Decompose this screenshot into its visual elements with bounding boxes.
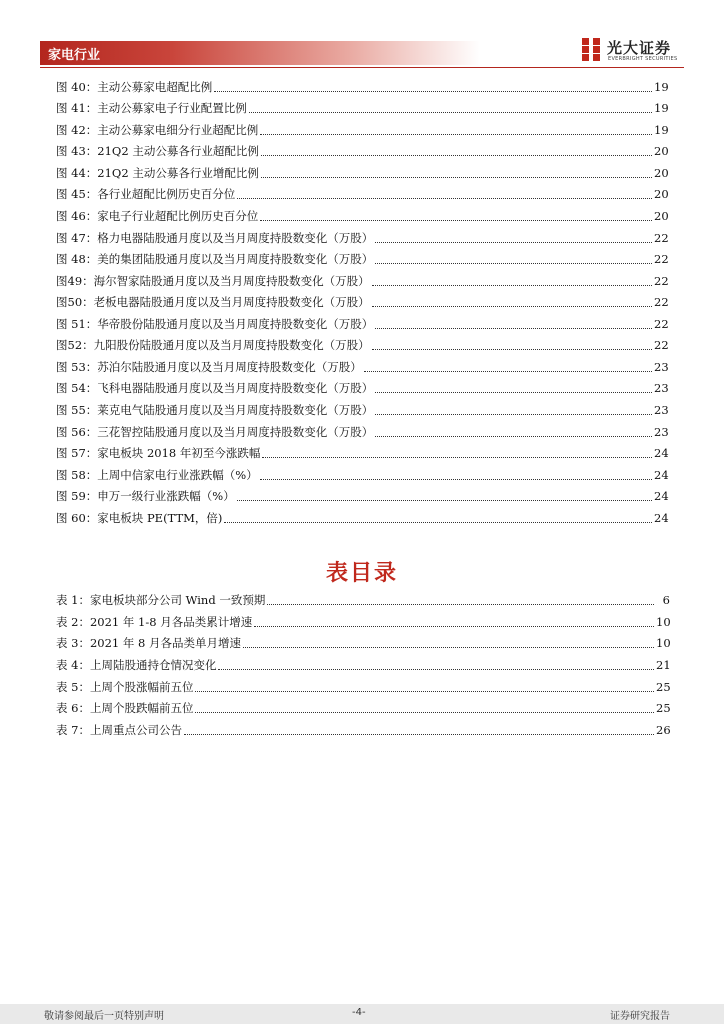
toc-entry-page: 19 xyxy=(654,80,669,94)
footer-report-type: 证券研究报告 xyxy=(610,1011,670,1022)
toc-entry-page: 10 xyxy=(656,615,671,629)
toc-entry[interactable] xyxy=(56,100,668,116)
toc-entry-label: 表 4：上周陆股通持仓情况变化 xyxy=(56,658,217,672)
toc-entry[interactable] xyxy=(56,679,670,695)
toc-entry[interactable] xyxy=(56,186,668,202)
toc-entry-label: 图 41：主动公募家电子行业配置比例 xyxy=(56,101,247,115)
toc-entry-page: 24 xyxy=(654,511,669,525)
toc-entry-label: 图 45：各行业超配比例历史百分位 xyxy=(56,187,236,201)
toc-entry[interactable] xyxy=(56,424,668,440)
leader-dots xyxy=(237,197,652,199)
leader-dots xyxy=(262,456,652,458)
toc-entry[interactable] xyxy=(56,143,668,159)
leader-dots xyxy=(372,284,652,286)
toc-entry-label: 图 60：家电板块 PE(TTM，倍) xyxy=(56,511,223,525)
toc-entry[interactable] xyxy=(56,592,670,608)
toc-entry-page: 23 xyxy=(654,360,669,374)
toc-entry[interactable] xyxy=(56,337,668,353)
toc-entry-label: 图 47：格力电器陆股通月度以及当月周度持股数变化（万股） xyxy=(56,231,374,245)
everbright-logo-icon xyxy=(580,37,602,63)
header-band xyxy=(40,41,480,65)
toc-entry-page: 23 xyxy=(654,425,669,439)
toc-entry-label: 图 44：21Q2 主动公募各行业增配比例 xyxy=(56,166,259,180)
toc-entry[interactable] xyxy=(56,273,668,289)
toc-entry[interactable] xyxy=(56,359,668,375)
toc-entry-page: 23 xyxy=(654,403,669,417)
leader-dots xyxy=(375,241,652,243)
toc-entry-page: 10 xyxy=(656,636,671,650)
toc-entry-page: 24 xyxy=(654,468,669,482)
toc-entry-page: 19 xyxy=(654,101,669,115)
toc-entry-page: 20 xyxy=(654,187,669,201)
toc-entry[interactable] xyxy=(56,380,668,396)
toc-entry-page: 21 xyxy=(656,658,671,672)
leader-dots xyxy=(254,625,654,627)
toc-entry-label: 图 48：美的集团陆股通月度以及当月周度持股数变化（万股） xyxy=(56,252,374,266)
leader-dots xyxy=(372,348,652,350)
toc-entry-page: 25 xyxy=(656,701,671,715)
toc-entry-label: 图 56：三花智控陆股通月度以及当月周度持股数变化（万股） xyxy=(56,425,374,439)
leader-dots xyxy=(195,690,654,692)
leader-dots xyxy=(184,733,654,735)
toc-entry-page: 19 xyxy=(654,123,669,137)
leader-dots xyxy=(261,154,652,156)
toc-entry-page: 22 xyxy=(654,252,669,266)
toc-entry[interactable] xyxy=(56,488,668,504)
toc-entry[interactable] xyxy=(56,657,670,673)
leader-dots xyxy=(237,499,652,501)
toc-entry-page: 26 xyxy=(656,723,671,737)
toc-entry-label: 图 43：21Q2 主动公募各行业超配比例 xyxy=(56,144,259,158)
toc-entry-label: 图50：老板电器陆股通月度以及当月周度持股数变化（万股） xyxy=(56,295,370,309)
leader-dots xyxy=(364,370,652,372)
toc-entry[interactable] xyxy=(56,251,668,267)
toc-entry-label: 图 54：飞科电器陆股通月度以及当月周度持股数变化（万股） xyxy=(56,381,374,395)
leader-dots xyxy=(224,521,652,523)
toc-entry[interactable] xyxy=(56,165,668,181)
toc-entry[interactable] xyxy=(56,294,668,310)
toc-entry-page: 22 xyxy=(654,317,669,331)
toc-entry[interactable] xyxy=(56,700,670,716)
page-number: -4- xyxy=(352,1007,366,1018)
toc-entry[interactable] xyxy=(56,635,670,651)
toc-entry-page: 22 xyxy=(654,274,669,288)
toc-entry-page: 24 xyxy=(654,489,669,503)
toc-entry-page: 22 xyxy=(654,231,669,245)
toc-entry-label: 图 58：上周中信家电行业涨跌幅（%） xyxy=(56,468,258,482)
toc-entry-label: 图 53：苏泊尔陆股通月度以及当月周度持股数变化（万股） xyxy=(56,360,362,374)
toc-entry-page: 6 xyxy=(662,593,670,607)
logo-english-name: EVERBRIGHT SECURITIES xyxy=(608,56,678,62)
toc-entry[interactable] xyxy=(56,402,668,418)
toc-entry-label: 图 59：申万一级行业涨跌幅（%） xyxy=(56,489,235,503)
leader-dots xyxy=(214,90,652,92)
leader-dots xyxy=(260,133,652,135)
toc-entry-label: 表 7：上周重点公司公告 xyxy=(56,723,182,737)
leader-dots xyxy=(375,327,652,329)
toc-entry-page: 20 xyxy=(654,209,669,223)
leader-dots xyxy=(218,668,654,670)
toc-entry-page: 22 xyxy=(654,338,669,352)
toc-entry-label: 表 1：家电板块部分公司 Wind 一致预期 xyxy=(56,593,266,607)
toc-entry[interactable] xyxy=(56,614,670,630)
leader-dots xyxy=(261,176,652,178)
toc-entry-label: 表 6：上周个股跌幅前五位 xyxy=(56,701,194,715)
header-section-title: 家电行业 xyxy=(48,48,101,63)
toc-entry[interactable] xyxy=(56,510,668,526)
brand-logo xyxy=(580,37,690,67)
toc-entry-label: 图 42：主动公募家电细分行业超配比例 xyxy=(56,123,259,137)
leader-dots xyxy=(260,478,652,480)
toc-entry-page: 25 xyxy=(656,680,671,694)
toc-entry-label: 图 55：莱克电气陆股通月度以及当月周度持股数变化（万股） xyxy=(56,403,374,417)
leader-dots xyxy=(260,219,652,221)
toc-entry-label: 表 3：2021 年 8 月各品类单月增速 xyxy=(56,636,242,650)
toc-entry-page: 23 xyxy=(654,381,669,395)
toc-entry-page: 20 xyxy=(654,144,669,158)
toc-entry[interactable] xyxy=(56,722,670,738)
toc-entry-page: 22 xyxy=(654,295,669,309)
header-rule xyxy=(40,67,684,68)
toc-entry-label: 表 2：2021 年 1-8 月各品类累计增速 xyxy=(56,615,253,629)
toc-entry-label: 图52：九阳股份陆股通月度以及当月周度持股数变化（万股） xyxy=(56,338,370,352)
logo-chinese-name: 光大证券 xyxy=(607,39,672,57)
footer-disclaimer: 敬请参阅最后一页特别声明 xyxy=(44,1011,164,1022)
toc-entry-page: 24 xyxy=(654,446,669,460)
leader-dots xyxy=(243,646,654,648)
toc-entry[interactable] xyxy=(56,316,668,332)
toc-entry-label: 图 40：主动公募家电超配比例 xyxy=(56,80,213,94)
toc-entry[interactable] xyxy=(56,445,668,461)
leader-dots xyxy=(375,435,652,437)
leader-dots xyxy=(195,711,654,713)
toc-entry-label: 图 46：家电子行业超配比例历史百分位 xyxy=(56,209,259,223)
leader-dots xyxy=(267,603,654,605)
leader-dots xyxy=(249,111,652,113)
toc-entry[interactable] xyxy=(56,467,668,483)
toc-entry[interactable] xyxy=(56,230,668,246)
toc-entry-label: 图 57：家电板块 2018 年初至今涨跌幅 xyxy=(56,446,261,460)
toc-entry-label: 表 5：上周个股涨幅前五位 xyxy=(56,680,194,694)
toc-entry-label: 图 51：华帝股份陆股通月度以及当月周度持股数变化（万股） xyxy=(56,317,374,331)
toc-entry[interactable] xyxy=(56,79,668,95)
toc-entry-page: 20 xyxy=(654,166,669,180)
toc-entry-label: 图49：海尔智家陆股通月度以及当月周度持股数变化（万股） xyxy=(56,274,370,288)
leader-dots xyxy=(375,262,652,264)
toc-entry[interactable] xyxy=(56,208,668,224)
toc-entry[interactable] xyxy=(56,122,668,138)
leader-dots xyxy=(375,413,652,415)
tables-section-title: 表目录 xyxy=(325,561,398,586)
leader-dots xyxy=(375,391,652,393)
leader-dots xyxy=(372,305,652,307)
